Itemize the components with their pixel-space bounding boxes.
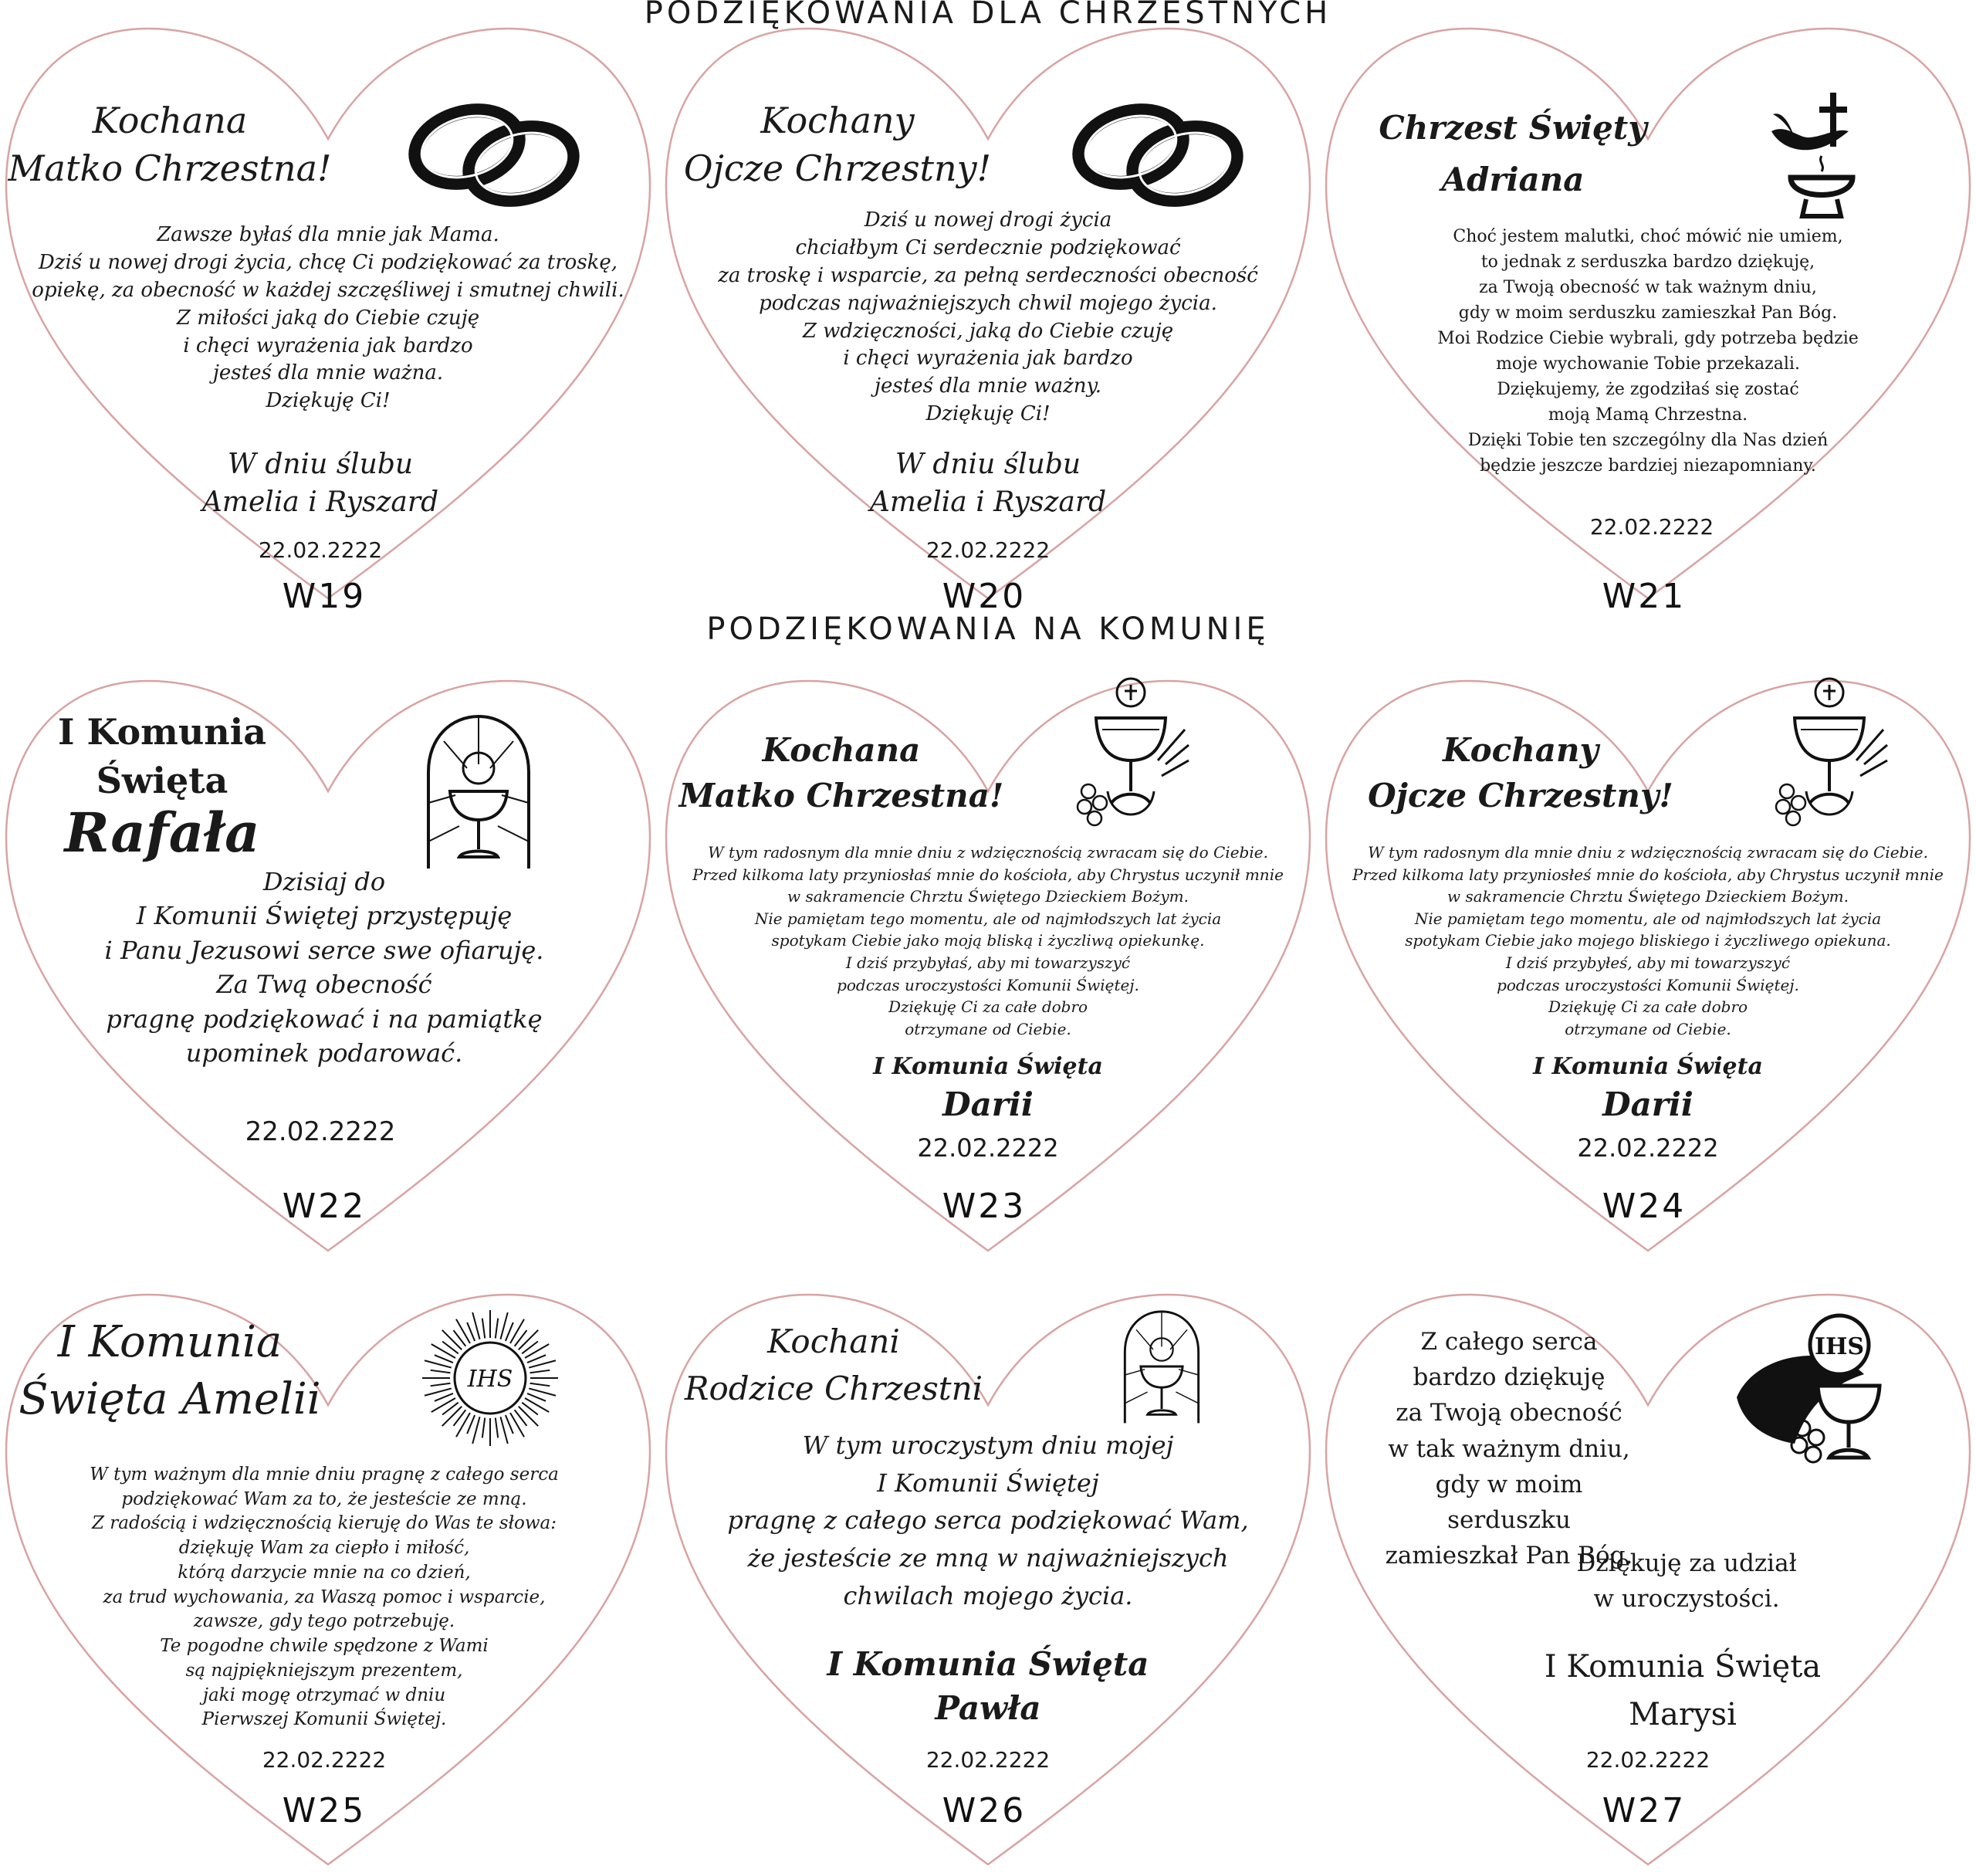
card-date: 22.02.2222 <box>262 1747 387 1773</box>
card-body: Z całego serca bardzo dziękuję za Twoją obecność w tak ważnym dniu, gdy w moim serduszku zamieszkał Pan Bóg. <box>1385 1328 1633 1570</box>
card-code: W27 <box>1602 1791 1687 1830</box>
card-w22[interactable] <box>0 660 656 1262</box>
card-title: Kochany Ojcze Chrzestny! <box>1368 731 1673 814</box>
sunburst-ray <box>431 1383 451 1386</box>
card-date: 22.02.2222 <box>1577 1133 1719 1163</box>
card-code: W22 <box>282 1187 367 1226</box>
card-code: W23 <box>942 1187 1027 1226</box>
card-body: W tym uroczystym dniu mojej I Komunii Świętej pragnę z całego serca podziękować Wam, że jesteście ze mną w najważniejszych chwilach mojego życia. <box>727 1431 1249 1610</box>
sunburst-ray <box>482 1418 485 1438</box>
section-title-communion: PODZIĘKOWANIA NA KOMUNIĘ <box>706 611 1270 647</box>
sunburst-ray <box>425 1360 452 1367</box>
card-w25[interactable] <box>0 1274 656 1876</box>
card-title: Kochani Rodzice Chrzestni <box>684 1322 983 1407</box>
chalice-window-icon <box>421 710 536 872</box>
card-body: W tym radosnym dla mnie dniu z wdzięcznością zwracam się do Ciebie. Przed kilkoma laty przyniosłaś mnie do kościoła, aby Chrystus uczynił mnie w sakramencie Chrztu Świętego Dzieckiem Bożym. Nie pamiętam tego momentu, ale od najmłodszych lat życia spotykam Ciebie jako moją bliską i życzliwą opiekunkę. I dziś przybyłaś, aby mi towarzyszyć podczas uroczystości Komunii Świętej. Dziękuję Ci za całe dobro otrzymane od Ciebie. <box>692 843 1284 1038</box>
card-w26[interactable] <box>660 1274 1316 1876</box>
wedding-rings-icon <box>1069 100 1247 208</box>
card-date: 22.02.2222 <box>925 1747 1051 1773</box>
card-title: I Komunia Święta Amelii <box>19 1317 321 1424</box>
card-signature: I Komunia Święta Pawła <box>827 1645 1149 1727</box>
card-body: Choć jestem malutki, choć mówić nie umiem, to jednak z serduszka bardzo dziękuję, za Twoją obecność w tak ważnym dniu, gdy w moim serduszku zamieszkał Pan Bóg. Moi Rodzice Ciebie wybrali, gdy potrzeba będzie moje wychowanie Tobie przekazali. Dziękujemy, że zgodziłaś się zostać moją Mamą Chrzestna. Dzięki Tobie ten szczególny dla Nas dzień będzie jeszcze bardziej niezapomniany. <box>1437 227 1859 476</box>
sunburst-ray <box>425 1388 452 1395</box>
card-w19[interactable] <box>0 8 656 616</box>
sunburst-ray <box>530 1370 550 1373</box>
sunburst-ray <box>530 1383 550 1386</box>
card-signature: I Komunia Święta <box>873 1053 1103 1080</box>
ihs-chalice-bread-icon <box>1725 1312 1910 1467</box>
card-code: W24 <box>1602 1187 1687 1226</box>
chalice-grapes-icon <box>1065 676 1196 838</box>
card-title: Chrzest Święty Adriana <box>1379 109 1647 199</box>
card-title: Kochany Ojcze Chrzestny! <box>683 100 992 190</box>
sunburst-ray <box>529 1360 556 1367</box>
sunburst-ray <box>472 1312 479 1339</box>
dove-cross-font-icon <box>1764 85 1880 224</box>
sunburst-ray <box>431 1370 451 1373</box>
card-code: W19 <box>282 577 367 616</box>
card-signature: I Komunia Święta <box>1533 1053 1763 1080</box>
ihs-sunburst-icon <box>413 1309 567 1448</box>
sunburst-ray <box>500 1312 507 1339</box>
card-w20[interactable] <box>660 8 1316 616</box>
sunburst-ray <box>435 1393 453 1401</box>
card-signature: W dniu ślubu Amelia i Ryszard <box>201 449 439 518</box>
sunburst-ray <box>496 1418 498 1438</box>
sunburst-ray <box>529 1388 556 1395</box>
chalice-grapes-icon <box>1764 676 1895 838</box>
card-name: Rafała <box>64 801 260 865</box>
card-body: W tym ważnym dla mnie dniu pragnę z całego serca podziękować Wam za to, że jesteście ze mną. Z radością i wdzięcznością kieruję do Was te słowa: dziękuję Wam za ciepło i miłość, którą darzycie mnie na co dzień, za trud wychowania, za Waszą pomoc i wsparcie, zawsze, gdy tego potrzebuję. Te pogodne chwile spędzone z Wami są najpiękniejszym prezentem, jaki mogę otrzymać w dniu Pierwszej Komunii Świętej. <box>90 1465 559 1730</box>
card-code: W25 <box>282 1791 367 1830</box>
ihs-text: IHS <box>467 1366 513 1393</box>
sunburst-ray <box>467 1415 475 1434</box>
card-code: W26 <box>942 1791 1027 1830</box>
card-body: Dzisiaj do I Komunii Świętej przystępuję i Panu Jezusowi serce swe ofiaruję. Za Twą obecność pragnę podziękować i na pamiątkę upominek podarować. <box>104 867 544 1068</box>
card-title: Kochana Matko Chrzestna! <box>8 100 332 190</box>
card-body: Zawsze byłaś dla mnie jak Mama. Dziś u nowej drogi życia, chcę Ci podziękować za troskę, opiekę, za obecność w każdej szczęśliwej i smutnej chwili. Z miłości jaką do Ciebie czuję i chęci wyrażenia jak bardzo jesteś dla mnie ważna. Dziękuję Ci! <box>32 223 624 413</box>
sunburst-ray <box>519 1330 538 1349</box>
card-date: 22.02.2222 <box>1585 1747 1710 1773</box>
wedding-rings-icon <box>405 100 583 208</box>
sunburst-ray <box>482 1319 485 1339</box>
card-date: 22.02.2222 <box>917 1133 1059 1163</box>
sunburst-ray <box>527 1393 546 1401</box>
sunburst-ray <box>435 1355 453 1363</box>
chalice-window-icon <box>1119 1305 1204 1428</box>
card-date: 22.02.2222 <box>1589 514 1714 540</box>
card-body: W tym radosnym dla mnie dniu z wdzięcznością zwracam się do Ciebie. Przed kilkoma laty przyniosłeś mnie do kościoła, aby Chrystus uczynił mnie w sakramencie Chrztu Świętego Dzieckiem Bożym. Nie pamiętam tego momentu, ale od najmłodszych lat życia spotykam Ciebie jako mojego bliskiego i życzliwego opiekuna. I dziś przybyłeś, aby mi towarzyszyć podczas uroczystości Komunii Świętej. Dziękuję Ci za całe dobro otrzymane od Ciebie. <box>1352 843 1944 1038</box>
sunburst-ray <box>500 1417 507 1444</box>
card-title: I Komunia Święta <box>57 711 267 802</box>
card-w23[interactable] <box>660 660 1316 1262</box>
section-title-godparents: PODZIĘKOWANIA DLA CHRZESTNYCH <box>644 0 1332 31</box>
sunburst-ray <box>506 1415 513 1434</box>
sunburst-ray <box>442 1330 462 1349</box>
card-signature: I Komunia Święta Marysi <box>1544 1649 1822 1732</box>
card-body-closing: Dziękuję za udział w uroczystości. <box>1576 1549 1797 1614</box>
sunburst-ray <box>506 1322 513 1341</box>
sunburst-ray <box>527 1355 546 1363</box>
card-body: Dziś u nowej drogi życia chciałbym Ci serdecznie podziękować za troskę i wsparcie, za pełną serdeczności obecność podczas najważniejszych chwil mojego życia. Z wdzięczności, jaką do Ciebie czuję i chęci wyrażenia jak bardzo jesteś dla mnie ważny. Dziękuję Ci! <box>718 208 1258 426</box>
sunburst-ray <box>467 1322 475 1341</box>
card-title: Kochana Matko Chrzestna! <box>678 731 1004 814</box>
card-name: Darii <box>942 1085 1034 1123</box>
card-w24[interactable] <box>1320 660 1976 1262</box>
card-name: Darii <box>1602 1085 1693 1123</box>
ihs-text: IHS <box>1814 1333 1865 1360</box>
sunburst-ray <box>442 1407 462 1426</box>
card-code: W21 <box>1602 577 1687 616</box>
card-signature: W dniu ślubu Amelia i Ryszard <box>869 449 1107 518</box>
sunburst-ray <box>496 1319 498 1339</box>
card-date: 22.02.2222 <box>245 1116 396 1147</box>
card-code: W20 <box>942 577 1027 616</box>
card-date: 22.02.2222 <box>925 537 1051 563</box>
card-w27[interactable] <box>1320 1274 1976 1876</box>
card-date: 22.02.2222 <box>258 537 383 563</box>
sunburst-ray <box>519 1407 538 1426</box>
sunburst-ray <box>472 1417 479 1444</box>
card-w21[interactable] <box>1320 8 1976 616</box>
